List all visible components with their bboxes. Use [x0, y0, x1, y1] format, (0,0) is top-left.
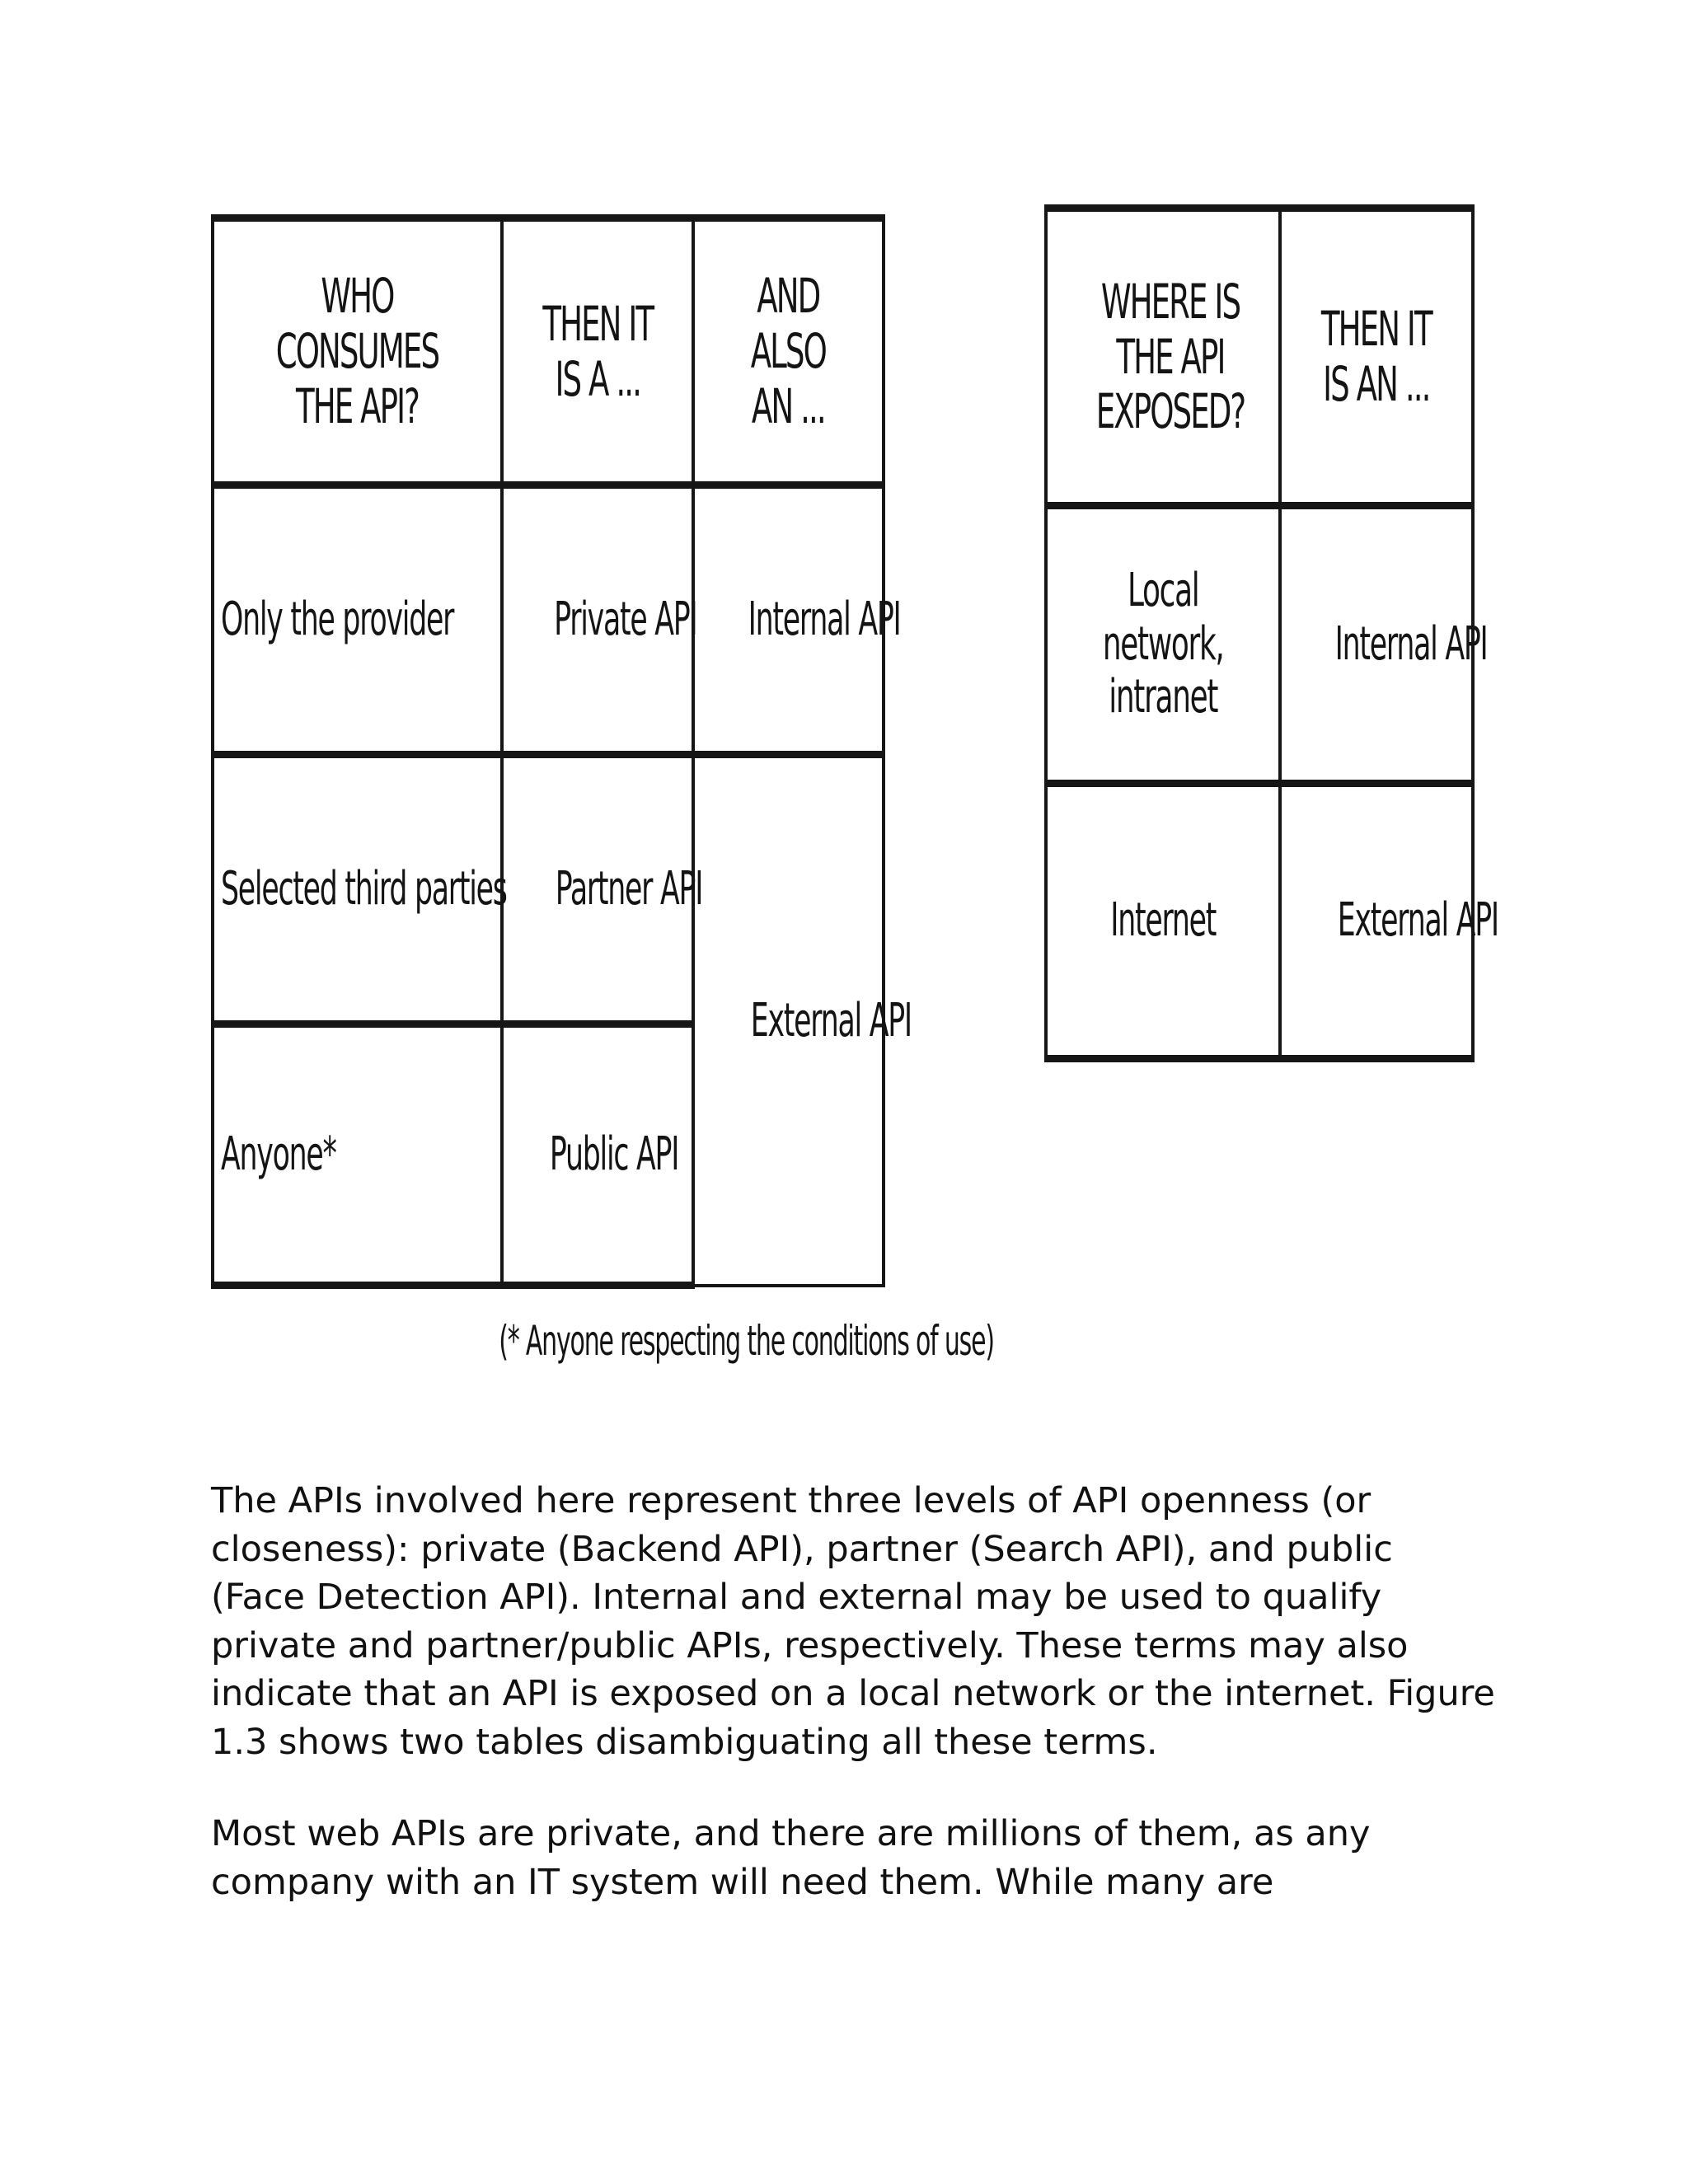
cell-type-partner: Partner API: [502, 755, 694, 1024]
cell-consumer-anyone: Anyone*: [213, 1024, 502, 1286]
cell-consumer-third-parties: Selected third parties: [213, 755, 502, 1024]
header-then-it-is-a: THEN IT IS A ...: [502, 218, 694, 485]
cell-where-local-network: Local network, intranet: [1046, 506, 1280, 784]
api-exposure-table: [1044, 204, 1499, 1062]
cell-consumer-provider: Only the provider: [213, 485, 502, 755]
header-and-also-an: AND ALSO AN ...: [693, 218, 884, 485]
figure-footnote: (* Anyone respecting the conditions of use): [499, 1317, 994, 1365]
cell-also-external: External API: [693, 755, 884, 1286]
cell-type-external: External API: [1280, 784, 1473, 1059]
api-consumer-table: [211, 214, 912, 1289]
cell-where-internet: Internet: [1046, 784, 1280, 1059]
header-where-exposed: WHERE IS THE API EXPOSED?: [1046, 209, 1280, 506]
cell-also-internal: Internal API: [693, 485, 884, 755]
body-paragraph: Most web APIs are private, and there are millions of them, as any company with an IT system will need them. While many are: [211, 1813, 1371, 1903]
header-who-consumes: WHO CONSUMES THE API?: [213, 218, 502, 485]
cell-type-public: Public API: [502, 1024, 694, 1286]
cell-type-internal: Internal API: [1280, 506, 1473, 784]
cell-type-private: Private API: [502, 485, 694, 755]
body-paragraph: The APIs involved here represent three levels of API openness (or closeness): private (Backend API), partner (Search API), and public (Face Detection API). Internal and external may be used to qualify private and partner/public APIs, respectively. These terms may also indicate that an API is exposed on a local network or the internet. Figure 1.3 shows two tables disambiguating all these terms.: [211, 1480, 1495, 1763]
header-then-it-is-an: THEN IT IS AN ...: [1280, 209, 1473, 506]
